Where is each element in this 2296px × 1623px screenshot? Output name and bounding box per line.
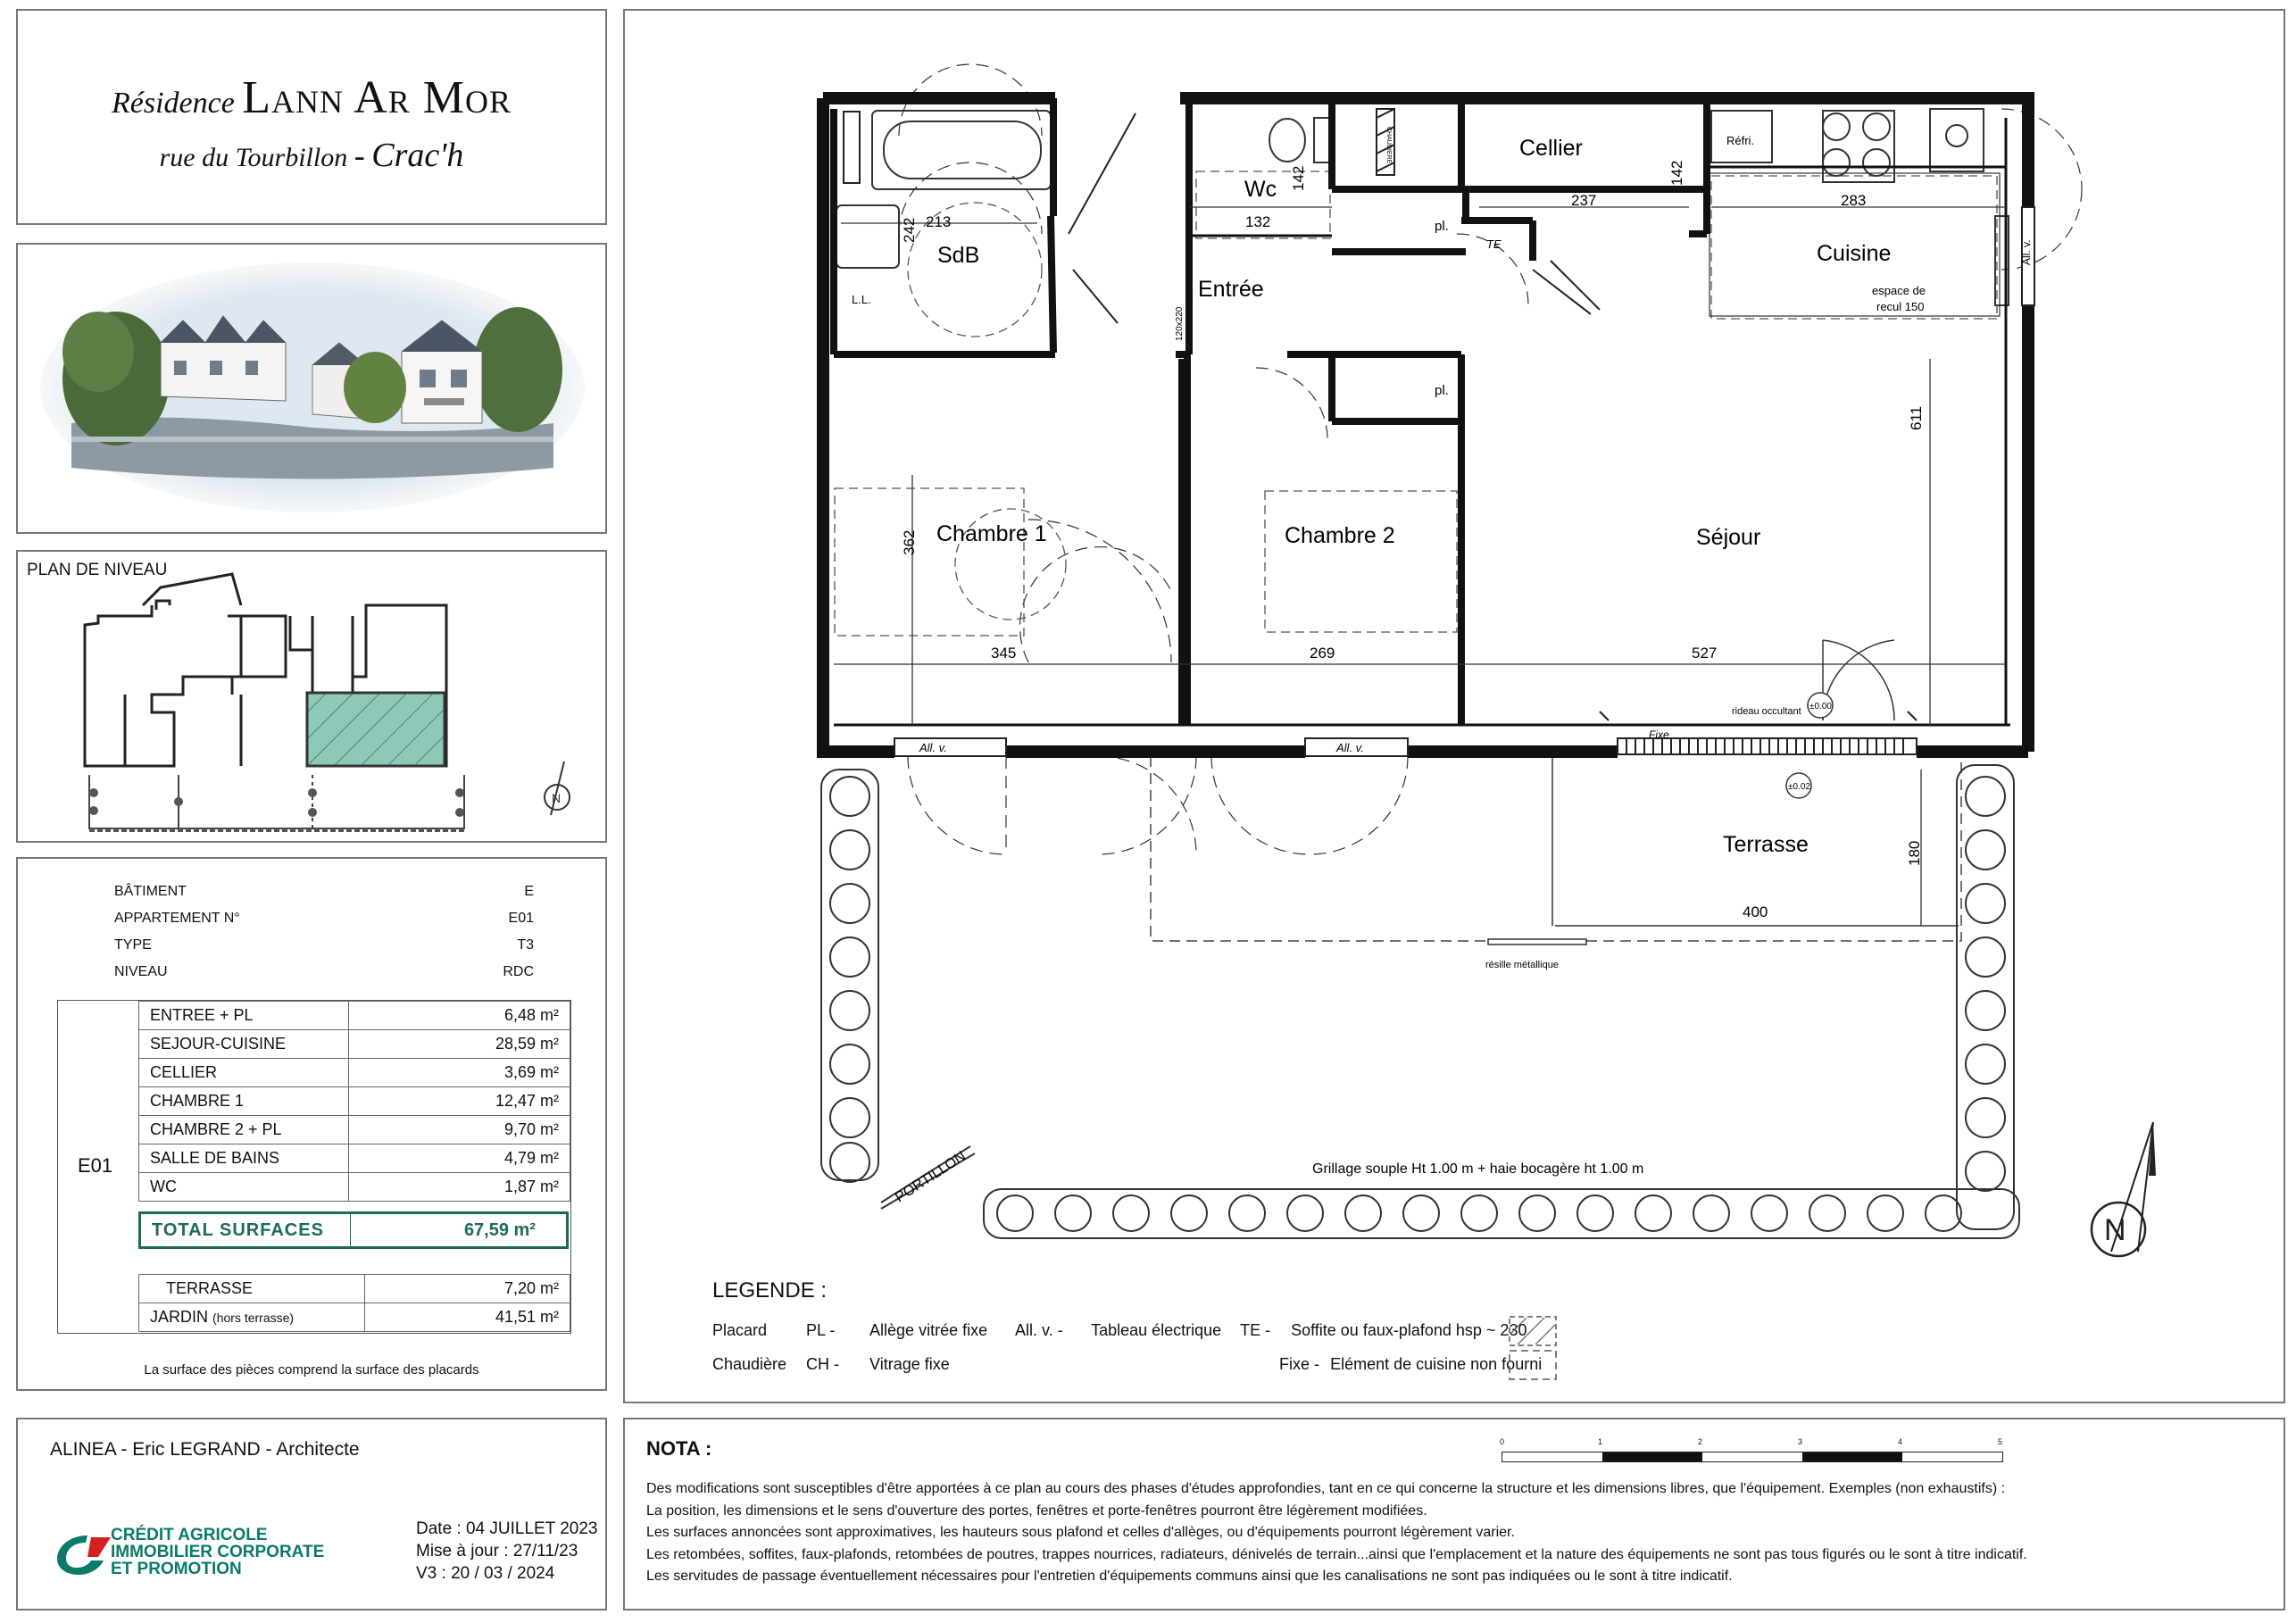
scale-tick: 5 xyxy=(1998,1437,2003,1446)
nota-line: Les servitudes de passage éventuellement nécessaires pour l'entretien d'équipements communs ainsi que les canalisations ne sont pas indiquées ou le sont à titre indicatif. xyxy=(646,1569,1733,1584)
floor-plan-drawing xyxy=(625,11,2284,1402)
extra-name xyxy=(139,1303,365,1332)
table-row xyxy=(139,1144,570,1173)
brand-name xyxy=(111,1527,324,1577)
surfaces-footnote: La surface des pièces comprend la surface des placards xyxy=(144,1362,479,1377)
dim-242: 242 xyxy=(901,217,918,243)
title-panel xyxy=(16,9,607,225)
room-name: WC xyxy=(139,1173,349,1202)
area-unit: m² xyxy=(540,1308,559,1326)
scale-bar-track xyxy=(1502,1452,2003,1462)
scale-tick: 4 xyxy=(1898,1437,1903,1446)
nota-line: La position, les dimensions et le sens d'ouverture des portes, fenêtres et porte-fenêtres pourront être légèrement modifiées. xyxy=(646,1502,1427,1519)
info-label: TYPE xyxy=(114,937,152,953)
date-text: Date : 04 JUILLET 2023 xyxy=(416,1519,598,1538)
nota-panel xyxy=(623,1418,2285,1611)
lot-number: E01 xyxy=(78,1154,113,1177)
label-recul-2: recul 150 xyxy=(1876,300,1925,313)
svg-text:N: N xyxy=(2104,1213,2126,1247)
room-area xyxy=(349,1173,570,1202)
dim-611: 611 xyxy=(1908,405,1925,430)
nota-lines xyxy=(646,1478,2253,1588)
table-row xyxy=(139,1002,570,1030)
area-unit: m² xyxy=(540,1120,559,1138)
brand-line: IMMOBILIER CORPORATE xyxy=(111,1543,325,1561)
label-refri: Réfri. xyxy=(1726,134,1755,147)
label-allv-ch1: All. v. xyxy=(919,741,947,754)
nota-line: Les retombées, soffites, faux-plafonds, retombées de poutres, trappes nourrices, radiateurs, dénivelés de terrain...ainsi que l'emplacement et la nature des équipements ne sont pas tous figurés ou le sont à titre indicatif. xyxy=(646,1546,2027,1562)
hedge-bottom xyxy=(984,1189,2019,1238)
table-row xyxy=(139,1087,570,1116)
legend-text: Chaudière xyxy=(712,1355,787,1373)
scale-seg xyxy=(1502,1452,1602,1461)
residence-title xyxy=(18,71,605,124)
area-value: 4,79 xyxy=(503,1149,536,1167)
label-door-size: 120x220 xyxy=(1175,306,1185,341)
level-text: ±0.00 xyxy=(1809,702,1832,712)
residence-address xyxy=(18,136,605,175)
total-label: TOTAL SURFACES xyxy=(141,1214,351,1246)
surfaces-panel xyxy=(16,857,607,1391)
label-pl-2: pl. xyxy=(1435,383,1449,398)
address-separator: - xyxy=(354,137,365,173)
extra-area xyxy=(365,1275,570,1303)
scale-seg xyxy=(1702,1452,1802,1461)
dim-142a: 142 xyxy=(1290,165,1307,191)
area-value: 3,69 xyxy=(503,1063,536,1081)
level-plan-panel xyxy=(16,550,607,843)
credits-panel xyxy=(16,1418,607,1611)
total-row xyxy=(138,1211,569,1249)
label-allv-side: All. v. xyxy=(2020,239,2033,265)
building-rendering-image xyxy=(18,245,605,532)
legend-text: Placard xyxy=(712,1321,768,1339)
table-row xyxy=(139,1059,570,1087)
scale-seg xyxy=(1902,1452,2002,1461)
level-mark-2 xyxy=(1786,773,1811,798)
legend-row-2 xyxy=(712,1355,1542,1374)
area-unit: m² xyxy=(540,1092,559,1110)
label-recul-1: espace de xyxy=(1872,284,1926,297)
dim-269: 269 xyxy=(1310,645,1335,662)
area-unit: m² xyxy=(540,1279,559,1297)
dim-180: 180 xyxy=(1906,840,1923,866)
room-area xyxy=(349,1059,570,1087)
room-name: SEJOUR-CUISINE xyxy=(139,1030,349,1059)
architect-name: ALINEA - Eric LEGRAND - Architecte xyxy=(50,1439,360,1460)
legend-code: All. v. - xyxy=(1015,1321,1063,1339)
table-row xyxy=(139,1030,570,1059)
area-unit: m² xyxy=(540,1035,559,1053)
dim-213: 213 xyxy=(926,213,952,230)
info-row xyxy=(114,964,534,991)
room-label-terrasse: Terrasse xyxy=(1723,832,1809,857)
legend-code: CH - xyxy=(806,1355,840,1373)
legend-text: Soffite ou faux-plafond hsp ~ 230 xyxy=(1291,1321,1527,1339)
north-arrow-icon xyxy=(2092,1122,2156,1256)
legend-row-1 xyxy=(712,1321,1527,1340)
dim-527: 527 xyxy=(1692,645,1718,662)
room-name: CHAMBRE 1 xyxy=(139,1087,349,1116)
room-label-sejour: Séjour xyxy=(1696,525,1761,550)
info-row xyxy=(114,937,534,964)
legend-title: LEGENDE : xyxy=(712,1278,828,1303)
level-text: ±0.02 xyxy=(1788,782,1810,792)
surfaces-table-frame xyxy=(57,1000,571,1334)
room-name: ENTREE + PL xyxy=(139,1002,349,1030)
label-portillon: PORTILLON xyxy=(892,1148,969,1206)
extra-name xyxy=(139,1275,365,1303)
room-label-sdb: SdB xyxy=(937,243,980,268)
scale-tick: 2 xyxy=(1698,1437,1703,1446)
nota-line: Les surfaces annoncées sont approximatives, les hauteurs sous plafond et celles d'allèges, ou d'équipements pourront légèrement varier. xyxy=(646,1525,1515,1540)
dim-283: 283 xyxy=(1841,192,1867,209)
level-mark-0 xyxy=(1808,693,1833,718)
extra-label: JARDIN xyxy=(150,1308,209,1326)
brand-line: ET PROMOTION xyxy=(111,1560,242,1578)
scale-seg xyxy=(1602,1452,1702,1461)
svg-text:N: N xyxy=(552,791,562,805)
dim-132: 132 xyxy=(1245,213,1271,230)
legend-kitchen-swatch xyxy=(1509,1350,1557,1380)
credit-agricole-logo-icon xyxy=(52,1530,114,1578)
room-label-entree: Entrée xyxy=(1198,277,1264,302)
room-area xyxy=(349,1144,570,1173)
dim-237: 237 xyxy=(1571,192,1597,209)
label-pl-1: pl. xyxy=(1435,219,1449,234)
table-row xyxy=(139,1275,570,1303)
extra-note: (hors terrasse) xyxy=(212,1311,295,1325)
hedge-left xyxy=(821,770,878,1182)
scale-bar xyxy=(1500,1437,2009,1473)
area-value: 6,48 xyxy=(503,1006,536,1024)
extra-surfaces-table xyxy=(138,1274,570,1332)
version-text: V3 : 20 / 03 / 2024 xyxy=(416,1564,555,1583)
table-row xyxy=(139,1116,570,1144)
scale-tick: 3 xyxy=(1798,1437,1803,1446)
dim-345: 345 xyxy=(991,645,1017,662)
label-allv-ch2: All. v. xyxy=(1336,741,1364,754)
dim-362: 362 xyxy=(901,529,918,555)
info-label: APPARTEMENT N° xyxy=(114,911,240,926)
floor-plan-panel xyxy=(623,9,2285,1403)
brand-line: CRÉDIT AGRICOLE xyxy=(111,1526,268,1544)
area-unit: m² xyxy=(540,1006,559,1024)
update-text: Mise à jour : 27/11/23 xyxy=(416,1542,578,1561)
dates-block xyxy=(416,1518,598,1585)
room-label-cuisine: Cuisine xyxy=(1817,241,1892,266)
area-value: 9,70 xyxy=(503,1120,536,1138)
room-area xyxy=(349,1116,570,1144)
area-unit: m² xyxy=(540,1149,559,1167)
area-value: 7,20 xyxy=(503,1279,536,1297)
room-label-cellier: Cellier xyxy=(1519,136,1583,161)
scale-tick: 0 xyxy=(1500,1437,1505,1446)
legend-text: Vitrage fixe xyxy=(869,1355,950,1373)
room-label-wc: Wc xyxy=(1244,177,1277,202)
residence-prefix: Résidence xyxy=(111,87,235,120)
label-ll: L.L. xyxy=(852,293,871,306)
area-unit: m² xyxy=(540,1178,559,1195)
level-plan-title: PLAN DE NIVEAU xyxy=(27,561,168,579)
surfaces-table xyxy=(138,1001,570,1202)
label-te: TE xyxy=(1486,237,1502,251)
label-fixe: Fixe xyxy=(1649,728,1669,741)
legend-code: TE - xyxy=(1240,1321,1271,1339)
info-value: T3 xyxy=(517,937,534,953)
north-arrow-small-icon xyxy=(545,762,570,815)
info-value: E xyxy=(524,884,534,899)
label-resille: résille métallique xyxy=(1485,960,1559,970)
level-plan-drawing xyxy=(18,552,605,841)
extra-label: TERRASSE xyxy=(166,1279,254,1297)
legend-text: Tableau électrique xyxy=(1091,1321,1222,1339)
address-city: Crac'h xyxy=(371,137,464,174)
area-value: 1,87 xyxy=(503,1178,536,1195)
legend-code: PL - xyxy=(806,1321,836,1339)
room-name: SALLE DE BAINS xyxy=(139,1144,349,1173)
legend-text: Elément de cuisine non fourni xyxy=(1330,1355,1543,1373)
info-label: BÂTIMENT xyxy=(114,884,187,899)
scale-seg xyxy=(1802,1452,1902,1461)
dim-400: 400 xyxy=(1743,903,1768,920)
room-area xyxy=(349,1002,570,1030)
extra-area xyxy=(365,1303,570,1332)
room-label-chambre2: Chambre 2 xyxy=(1285,523,1395,548)
dim-142b: 142 xyxy=(1668,160,1685,186)
info-value: E01 xyxy=(508,911,534,926)
label-grillage: Grillage souple Ht 1.00 m + haie bocagère ht 1.00 m xyxy=(1312,1161,1644,1177)
area-value: 12,47 xyxy=(495,1092,536,1110)
info-value: RDC xyxy=(503,964,534,979)
label-chaudiere: CHAUDIERE xyxy=(1385,127,1392,164)
room-name: CELLIER xyxy=(139,1059,349,1087)
table-row xyxy=(139,1173,570,1202)
legend-text: Allège vitrée fixe xyxy=(869,1321,988,1339)
nota-title: NOTA : xyxy=(646,1437,712,1460)
area-value: 28,59 xyxy=(495,1035,536,1053)
rendering-panel xyxy=(16,243,607,534)
hedge-right xyxy=(1957,765,2014,1229)
info-label: NIVEAU xyxy=(114,964,168,979)
total-value: 67,59 m² xyxy=(463,1220,536,1240)
info-row xyxy=(114,884,534,911)
nota-line: Des modifications sont susceptibles d'être apportées à ce plan au cours des phases d'études approfondies, tant en ce qui concerne la structure et les dimensions libres, que l'équipement. Exemples (non exhaustifs) : xyxy=(646,1481,2006,1496)
label-rideau: rideau occultant xyxy=(1732,706,1801,717)
info-row xyxy=(114,911,534,937)
area-value: 41,51 xyxy=(495,1308,536,1326)
room-label-chambre1: Chambre 1 xyxy=(936,521,1047,546)
address-street: rue du Tourbillon xyxy=(159,143,348,172)
scale-tick: 1 xyxy=(1598,1437,1603,1446)
legend-code: Fixe - xyxy=(1279,1355,1320,1373)
room-area xyxy=(349,1030,570,1059)
info-block xyxy=(114,884,534,991)
residence-name: Lann Ar Mor xyxy=(242,72,512,123)
room-area xyxy=(349,1087,570,1116)
room-name: CHAMBRE 2 + PL xyxy=(139,1116,349,1144)
legend-soffite-swatch xyxy=(1509,1316,1557,1346)
table-row xyxy=(139,1303,570,1332)
area-unit: m² xyxy=(540,1063,559,1081)
